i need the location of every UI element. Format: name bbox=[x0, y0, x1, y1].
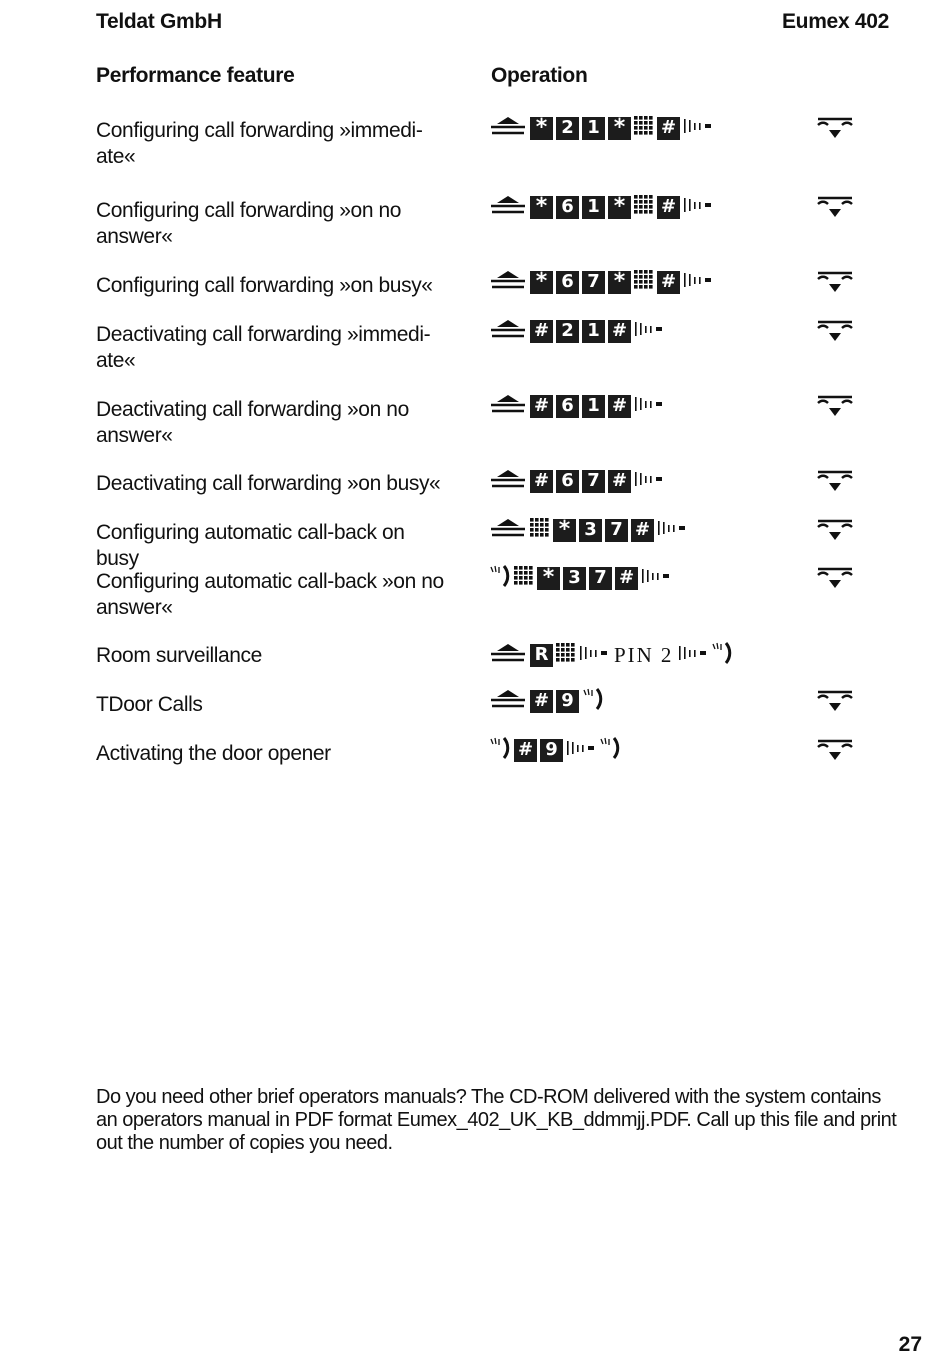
key-hash: # bbox=[615, 567, 638, 590]
operation-sequence bbox=[489, 466, 664, 496]
key-hash: # bbox=[530, 470, 553, 493]
key-star: * bbox=[537, 567, 560, 590]
key-star: * bbox=[608, 117, 631, 140]
key-7: 7 bbox=[582, 470, 605, 493]
column-header-feature: Performance feature bbox=[96, 64, 295, 87]
feature-label: Configuring automatic call-back »on no answer« bbox=[96, 570, 444, 619]
key-star: * bbox=[530, 271, 553, 294]
operation-sequence bbox=[489, 113, 713, 143]
feature-label: Configuring call forwarding »immedi- ate« bbox=[96, 119, 423, 168]
offhook-handset-icon bbox=[489, 194, 527, 221]
header-product: Eumex 402 bbox=[781, 10, 889, 33]
keypad-icon bbox=[514, 566, 534, 591]
key-1: 1 bbox=[582, 196, 605, 219]
offhook-handset-icon bbox=[489, 393, 527, 420]
column-header-operation: Operation bbox=[491, 64, 588, 87]
key-9: 9 bbox=[540, 739, 563, 762]
key-7: 7 bbox=[605, 519, 628, 542]
dial-tone-icon bbox=[683, 196, 713, 219]
feature-label: Room surveillance bbox=[96, 644, 262, 667]
dial-tone-icon bbox=[678, 644, 708, 667]
key-2: 2 bbox=[556, 320, 579, 343]
key-7: 7 bbox=[582, 271, 605, 294]
keypad-icon bbox=[634, 195, 654, 220]
operation-sequence bbox=[489, 563, 671, 593]
ringing-phone-icon bbox=[489, 735, 511, 766]
dial-tone-icon bbox=[657, 519, 687, 542]
dial-tone-icon bbox=[683, 271, 713, 294]
key-star: * bbox=[553, 519, 576, 542]
key-hash: # bbox=[514, 739, 537, 762]
key-6: 6 bbox=[556, 470, 579, 493]
offhook-handset-icon bbox=[489, 269, 527, 296]
hang-up-icon bbox=[815, 393, 855, 419]
operation-sequence bbox=[489, 267, 713, 297]
operation-sequence bbox=[489, 735, 621, 765]
offhook-handset-icon bbox=[489, 468, 527, 495]
pin-label: PIN bbox=[614, 642, 654, 667]
header-company: Teldat GmbH bbox=[96, 10, 222, 33]
ringing-phone-icon bbox=[489, 563, 511, 594]
key-star: * bbox=[608, 196, 631, 219]
operation-sequence bbox=[489, 391, 664, 421]
hang-up-icon bbox=[815, 468, 855, 494]
key-hash: # bbox=[530, 320, 553, 343]
feature-label: Activating the door opener bbox=[96, 742, 331, 765]
key-hash: # bbox=[631, 519, 654, 542]
feature-label: Configuring call forwarding »on busy« bbox=[96, 274, 433, 297]
hang-up-icon bbox=[815, 194, 855, 220]
offhook-handset-icon bbox=[489, 642, 527, 669]
keypad-icon bbox=[530, 518, 550, 543]
key-hash: # bbox=[608, 470, 631, 493]
key-star: * bbox=[608, 271, 631, 294]
key-3: 3 bbox=[563, 567, 586, 590]
ringing-phone-icon bbox=[711, 640, 733, 671]
key-star: * bbox=[530, 196, 553, 219]
dial-tone-icon bbox=[634, 395, 664, 418]
hang-up-icon bbox=[815, 517, 855, 543]
offhook-handset-icon bbox=[489, 115, 527, 142]
key-hash: # bbox=[657, 117, 680, 140]
key-1: 1 bbox=[582, 117, 605, 140]
pin-digit: 2 bbox=[660, 642, 674, 667]
feature-label: TDoor Calls bbox=[96, 693, 203, 716]
operation-sequence bbox=[489, 515, 687, 545]
dial-tone-icon bbox=[683, 117, 713, 140]
operation-sequence bbox=[489, 316, 664, 346]
key-R: R bbox=[530, 644, 553, 667]
key-1: 1 bbox=[582, 395, 605, 418]
key-9: 9 bbox=[556, 690, 579, 713]
feature-label: Deactivating call forwarding »on busy« bbox=[96, 472, 441, 495]
dial-tone-icon bbox=[579, 644, 609, 667]
key-1: 1 bbox=[582, 320, 605, 343]
keypad-icon bbox=[634, 270, 654, 295]
operation-sequence bbox=[489, 192, 713, 222]
key-2: 2 bbox=[556, 117, 579, 140]
key-star: * bbox=[530, 117, 553, 140]
dial-tone-icon bbox=[566, 739, 596, 762]
dial-tone-icon bbox=[641, 567, 671, 590]
ringing-phone-icon bbox=[582, 686, 604, 717]
key-hash: # bbox=[657, 271, 680, 294]
hang-up-icon bbox=[815, 737, 855, 763]
hang-up-icon bbox=[815, 318, 855, 344]
feature-label: Deactivating call forwarding »on no answer« bbox=[96, 398, 409, 447]
ringing-phone-icon bbox=[599, 735, 621, 766]
hang-up-icon bbox=[815, 115, 855, 141]
dial-tone-icon bbox=[634, 470, 664, 493]
feature-label: Configuring call forwarding »on no answer« bbox=[96, 199, 402, 248]
feature-label: Configuring automatic call-back on busy bbox=[96, 521, 405, 570]
key-6: 6 bbox=[556, 196, 579, 219]
key-7: 7 bbox=[589, 567, 612, 590]
feature-label: Deactivating call forwarding »immedi- ate« bbox=[96, 323, 431, 372]
page-number: 27 bbox=[898, 1333, 922, 1356]
key-hash: # bbox=[608, 320, 631, 343]
offhook-handset-icon bbox=[489, 688, 527, 715]
dial-tone-icon bbox=[634, 320, 664, 343]
operation-sequence bbox=[489, 640, 733, 670]
key-hash: # bbox=[530, 690, 553, 713]
footer-note: Do you need other brief operators manuals? The CD-ROM delivered with the system contains an operators manual in PDF format Eumex_402_UK_KB_ddmmjj.PDF. Call up this file and print out the number of copies you need. bbox=[96, 1086, 897, 1154]
key-hash: # bbox=[657, 196, 680, 219]
key-hash: # bbox=[608, 395, 631, 418]
key-hash: # bbox=[530, 395, 553, 418]
hang-up-icon bbox=[815, 688, 855, 714]
offhook-handset-icon bbox=[489, 318, 527, 345]
operation-sequence bbox=[489, 686, 604, 716]
hang-up-icon bbox=[815, 565, 855, 591]
key-3: 3 bbox=[579, 519, 602, 542]
hang-up-icon bbox=[815, 269, 855, 295]
keypad-icon bbox=[556, 643, 576, 668]
key-6: 6 bbox=[556, 395, 579, 418]
keypad-icon bbox=[634, 116, 654, 141]
offhook-handset-icon bbox=[489, 517, 527, 544]
key-6: 6 bbox=[556, 271, 579, 294]
